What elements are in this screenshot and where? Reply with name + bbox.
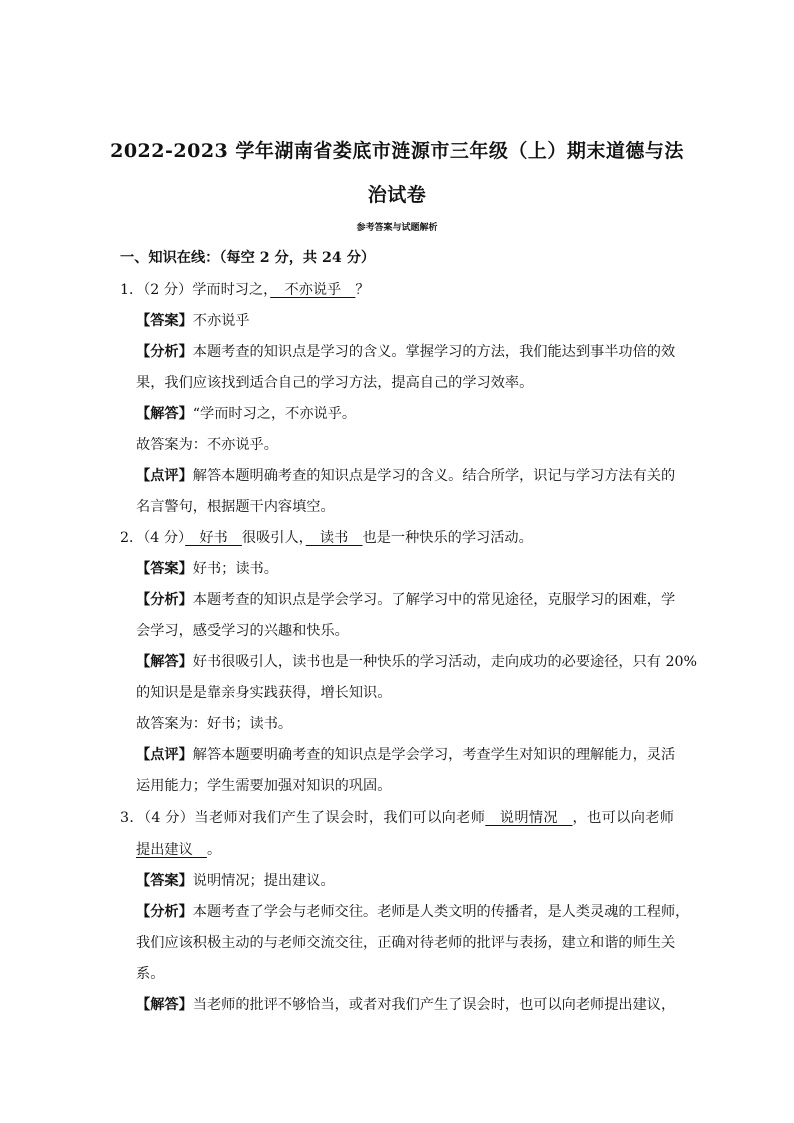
exam-title-line-1: 2022-2023 学年湖南省娄底市涟源市三年级（上）期末道德与法 — [110, 140, 684, 162]
q2-comment-line-1 — [136, 745, 674, 765]
q2-solution-text-1: 好书很吸引人，读书也是一种快乐的学习活动，走向成功的必要途径，只有 20% — [192, 654, 697, 670]
q2-analysis-text-1: 本题考查的知识点是学会学习。了解学习中的常见途径，克服学习的困难，学 — [192, 592, 676, 608]
question-3-blank-1: 说明情况 — [485, 810, 573, 826]
q2-final-answer: 故答案为：好书；读书。 — [136, 716, 293, 732]
solution-tag: 【解答】 — [136, 654, 193, 670]
q1-comment-line-2: 名言警句，根据题干内容填空。 — [136, 499, 335, 515]
q2-comment-text-1: 解答本题要明确考查的知识点是学会学习，考查学生对知识的理解能力，灵活 — [192, 747, 676, 763]
question-3-line-2 — [136, 840, 221, 860]
question-2-mid: 很吸引人， — [241, 530, 306, 546]
solution-tag: 【解答】 — [136, 406, 193, 422]
question-2-prefix: 2．（4 分） — [120, 530, 186, 546]
q1-comment-text-1: 解答本题明确考查的知识点是学习的含义。结合所学，识记与学习方法有关的 — [192, 468, 676, 484]
q3-analysis-line-1 — [136, 902, 690, 922]
exam-title-line-2: 治试卷 — [367, 184, 427, 206]
q2-analysis-line-1 — [136, 590, 674, 610]
q2-answer-text: 好书；读书。 — [192, 561, 278, 577]
answer-tag: 【答案】 — [136, 561, 193, 577]
q3-solution-text-1: 当老师的批评不够恰当，或者对我们产生了误会时，也可以向老师提出建议， — [192, 997, 676, 1013]
question-2-suffix: 也是一种快乐的学习活动。 — [362, 530, 533, 546]
question-3-suffix-1: ，也可以向老师 — [572, 810, 674, 826]
question-3-prefix: 3．（4 分）当老师对我们产生了误会时，我们可以向老师 — [120, 810, 486, 826]
question-2-blank-1: 好书 — [185, 530, 242, 546]
q1-comment-line-1 — [136, 466, 674, 486]
question-2 — [120, 528, 533, 548]
q3-analysis-line-2: 我们应该积极主动的与老师交流交往，正确对待老师的批评与表扬，建立和谐的师生关 — [136, 935, 676, 951]
question-1-blank: 不亦说乎 — [270, 282, 356, 298]
answer-tag: 【答案】 — [136, 873, 193, 889]
q3-analysis-line-3: 系。 — [136, 966, 165, 982]
analysis-tag: 【分析】 — [136, 904, 193, 920]
q1-solution-text: “学而时习之，不亦说乎。 — [192, 406, 357, 422]
q2-solution-line-2: 的知识是是靠亲身实践获得，增长知识。 — [136, 685, 392, 701]
q2-answer — [136, 559, 278, 579]
q1-analysis-text-1: 本题考查的知识点是学习的含义。掌握学习的方法，我们能达到事半功倍的效 — [192, 344, 676, 360]
q1-final-answer: 故答案为：不亦说乎。 — [136, 437, 278, 453]
q3-solution-line-1 — [136, 995, 674, 1015]
question-1-suffix: ？ — [355, 282, 370, 298]
question-1 — [120, 280, 370, 300]
comment-tag: 【点评】 — [136, 468, 193, 484]
analysis-tag: 【分析】 — [136, 344, 193, 360]
section-heading: 一、知识在线：（每空 2 分，共 24 分） — [120, 250, 376, 266]
q1-solution — [136, 404, 356, 424]
question-3-blank-2: 提出建议 — [136, 842, 207, 858]
comment-tag: 【点评】 — [136, 747, 193, 763]
question-3-suffix-2: 。 — [206, 842, 222, 858]
q1-analysis-line-2: 果，我们应该找到适合自己的学习方法，提高自己的学习效率。 — [136, 375, 534, 391]
answer-tag: 【答案】 — [136, 313, 193, 329]
q1-answer — [136, 311, 250, 331]
q1-answer-text: 不亦说乎 — [192, 313, 250, 329]
q3-answer-text: 说明情况；提出建议。 — [192, 873, 335, 889]
q2-analysis-line-2: 会学习，感受学习的兴趣和快乐。 — [136, 623, 349, 639]
q3-analysis-text-1: 本题考查了学会与老师交往。老师是人类文明的传播者，是人类灵魂的工程师， — [192, 904, 690, 920]
solution-tag: 【解答】 — [136, 997, 193, 1013]
answer-subtitle: 参考答案与试题解析 — [356, 223, 438, 233]
q1-analysis-line-1 — [136, 342, 674, 362]
question-2-blank-2: 读书 — [305, 530, 363, 546]
question-3-line-1 — [120, 808, 674, 828]
question-1-prefix: 1．（2 分）学而时习之， — [120, 282, 271, 298]
q2-comment-line-2: 运用能力；学生需要加强对知识的巩固。 — [136, 778, 392, 794]
q3-answer — [136, 871, 335, 891]
q2-solution-line-1 — [136, 652, 697, 672]
analysis-tag: 【分析】 — [136, 592, 193, 608]
